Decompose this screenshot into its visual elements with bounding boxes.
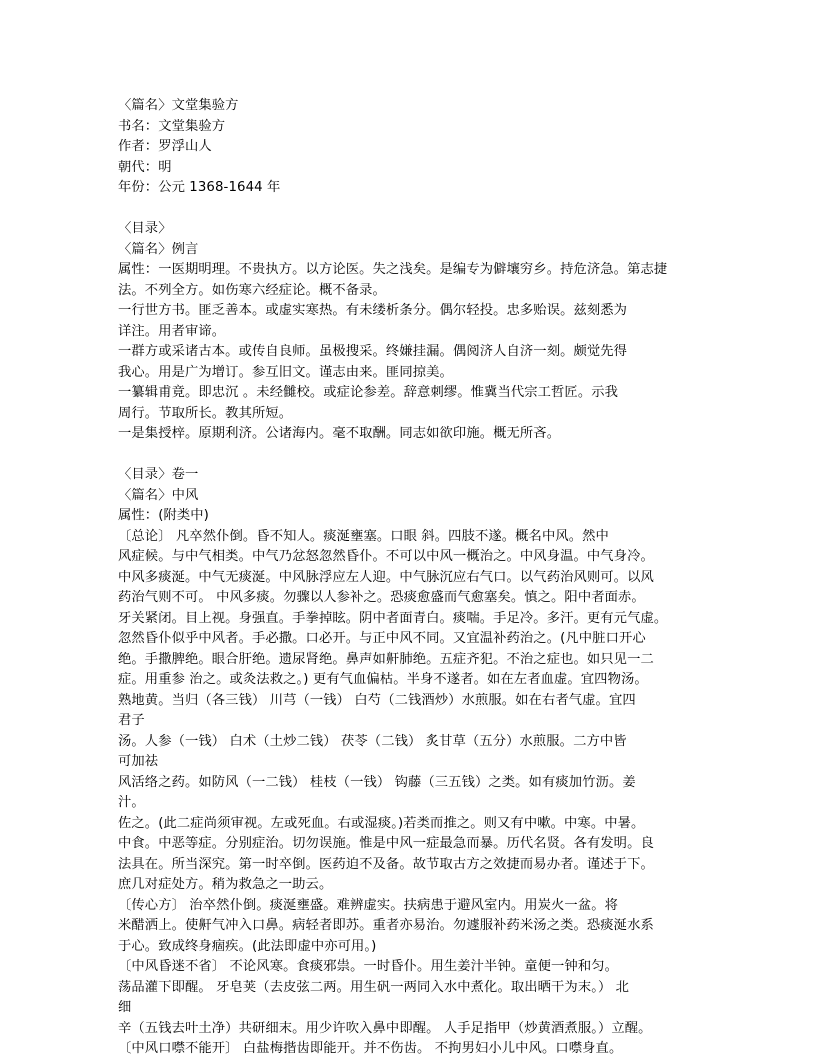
volume-line: 症。用重参 治之。或灸法救之。) 更有气血偏枯。半身不遂者。如在左者血虚。宜四物汤。 <box>118 672 648 687</box>
volume-line: 汤。人参（一钱） 白术（土炒二钱） 茯苓（二钱） 炙甘草（五分）水煎服。二方中皆 <box>118 733 627 749</box>
volume-line: 君子 <box>118 713 145 728</box>
toc-line: 一纂辑甫竟。即忠沉 。未经雠校。或症论参差。辞意刺缪。惟冀当代宗工哲匠。示我 <box>118 385 619 400</box>
volume-line: 忽然昏仆似乎中风者。手必撒。口必开。与正中风不同。又宜温补药治之。(凡中脏口开心 <box>118 631 646 646</box>
spacer <box>118 445 698 466</box>
title-tag: 〈篇名〉文堂集验方 <box>118 98 239 113</box>
volume-line: 风症候。与中气相类。中气乃忿怒忽然昏仆。不可以中风一概治之。中风身温。中气身冷。 <box>118 549 654 564</box>
volume-toc-tag: 〈目录〉卷一 <box>118 467 199 482</box>
dynasty: 朝代：明 <box>118 159 172 175</box>
volume-line: 庶几对症处方。稍为救急之一助云。 <box>118 877 333 892</box>
volume-line: 汁。 <box>118 795 145 810</box>
volume-line: 药治气则不可。 中风多痰。勿骤以人参补之。恐痰愈盛而气愈塞矣。慎之。阳中者面赤。 <box>118 590 645 605</box>
volume-line: 于心。致成终身痼疾。(此法即虚中亦可用。) <box>118 938 377 954</box>
volume-line: 牙关紧闭。目上视。身强直。手拳掉眩。阴中者面青白。痰喘。手足冷。多汗。更有元气虚。 <box>118 610 668 626</box>
volume-line: 米醋洒上。使鼾气冲入口鼻。病轻者即苏。重者亦易治。勿遽服补药米汤之类。恐痰涎水系 <box>118 918 654 933</box>
toc-line: 一是集授梓。原期利济。公诸海内。毫不取酬。同志如欲印施。概无所吝。 <box>118 426 561 441</box>
volume-line: 熟地黄。当归（各三钱） 川芎（一钱） 白芍（二钱酒炒）水煎服。如在右者气虚。宜四 <box>118 692 636 708</box>
toc-line: 法。不列全方。如伤寒六经症论。概不备录。 <box>118 282 386 298</box>
toc-line: 一行世方书。匪乏善本。或虚实寒热。有未缕析条分。偶尔轻投。忠多贻误。兹刻悉为 <box>118 303 628 318</box>
volume-line: 法具在。所当深究。第一时卒倒。医药迫不及备。故节取古方之效捷而易办者。谨述于下。 <box>118 856 654 872</box>
volume-line: 可加祛 <box>118 754 159 769</box>
book-name: 书名：文堂集验方 <box>118 118 226 134</box>
volume-line: 〔中风口噤不能开〕 白盐梅揩齿即能开。并不伤齿。 不拘男妇小儿中风。口噤身直。 <box>118 1041 623 1056</box>
year: 年份：公元 1368-1644 年 <box>118 180 281 195</box>
volume-line: 细 <box>118 1000 132 1015</box>
document-body <box>118 96 698 1060</box>
volume-line: 佐之。(此二症尚须审视。左或死血。右或湿痰。)若类而推之。则又有中嗽。中寒。中暑。 <box>118 815 645 831</box>
toc-line: 详注。用者审谛。 <box>118 323 226 339</box>
volume-line: 〔总论〕 凡卒然仆倒。昏不知人。痰涎壅塞。口眼 斜。四肢不遂。概名中风。然中 <box>118 528 609 544</box>
volume-line: 辛（五钱去叶土净）共研细末。用少许吹入鼻中即醒。 人手足指甲（炒黄酒煮服。）立醒。 <box>118 1020 652 1036</box>
volume-line: 〔传心方〕 治卒然仆倒。痰涎壅盛。难辨虚实。扶病患于避风室内。用炭火一盆。将 <box>118 897 619 913</box>
spacer <box>118 199 698 220</box>
volume-block <box>118 465 698 1060</box>
header-block <box>118 96 698 199</box>
toc-section-tag: 〈篇名〉例言 <box>118 241 199 257</box>
volume-line: 〔中风昏迷不省〕 不论风寒。食痰邪祟。一时昏仆。用生姜汁半钟。童便一钟和匀。 <box>118 959 619 974</box>
volume-line: 绝。手撒脾绝。眼合肝绝。遗尿肾绝。鼻声如鼾肺绝。五症齐犯。不治之症也。如只见一二 <box>118 651 654 667</box>
toc-line: 我心。用是广为增订。参互旧文。谨志由来。匪同掠美。 <box>118 364 453 380</box>
toc-tag: 〈目录〉 <box>118 221 172 236</box>
toc-attribute: 属性：一医期明理。不贵执方。以方论医。失之浅矣。是编专为僻壤穷乡。持危济急。第志捷 <box>118 262 668 277</box>
volume-line: 荡品灌下即醒。 牙皂荚（去皮弦二两。用生矾一两同入水中煮化。取出晒干为末。） 北 <box>118 979 630 995</box>
volume-line: 风活络之药。如防风（一二钱） 桂枝（一钱） 钩藤（三五钱）之类。如有痰加竹沥。姜 <box>118 774 636 790</box>
volume-line: 中食。中恶等症。分别症治。切勿误施。惟是中风一症最急而暴。历代名贤。各有发明。良 <box>118 836 654 851</box>
toc-line: 周行。节取所长。教其所短。 <box>118 405 293 421</box>
author: 作者：罗浮山人 <box>118 139 212 154</box>
volume-attribute: 属性：(附类中) <box>118 508 209 523</box>
volume-line: 中风多痰涎。中气无痰涎。中风脉浮应左人迎。中气脉沉应右气口。以气药治风则可。以风 <box>118 569 654 585</box>
toc-block <box>118 219 698 445</box>
toc-line: 一群方或采诸古本。或传自良师。虽极搜采。终嫌挂漏。偶阅济人自济一刻。颇觉先得 <box>118 344 628 359</box>
volume-section-tag: 〈篇名〉中风 <box>118 487 199 503</box>
